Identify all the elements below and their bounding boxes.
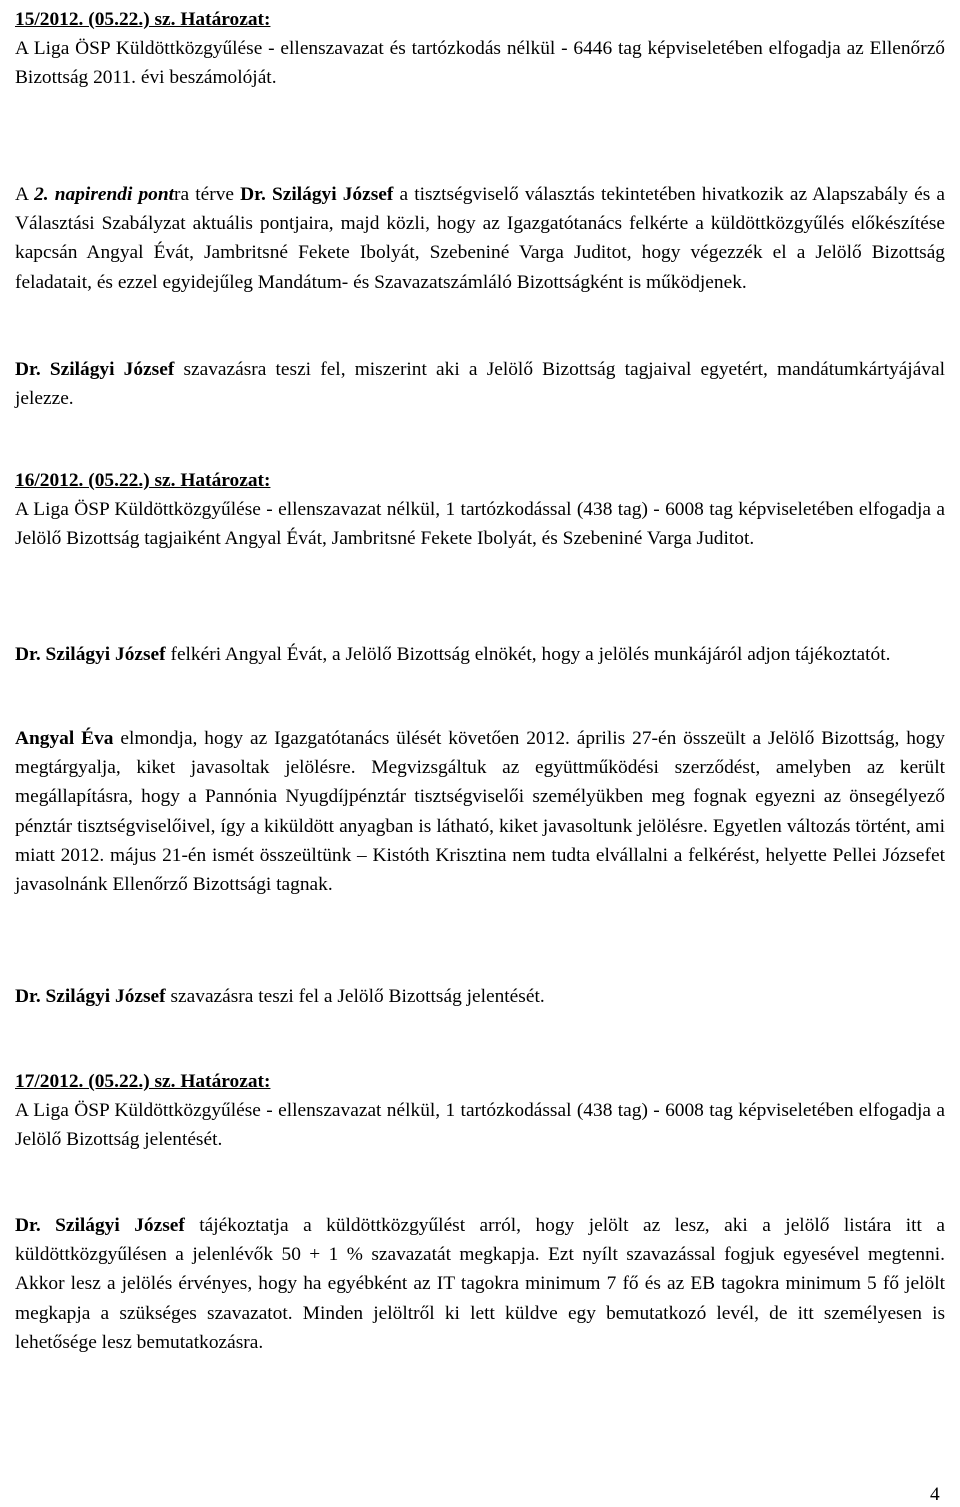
agenda-paragraph [15,180,945,297]
info-paragraph [15,1211,945,1357]
agenda-suffix: ra térve [174,184,234,205]
agenda-prefix: A [15,184,28,205]
speaker-name-angyal: Angyal Éva [15,728,114,749]
paragraph-text: felkéri Angyal Évát, a Jelölő Bizottság elnökét, hogy a jelölés munkájáról adjon tájékoztatót. [170,644,891,665]
page-number: 4 [930,1484,940,1505]
agenda-item: 2. napirendi pont [34,184,175,205]
speaker-name: Dr. Szilágyi József [15,986,166,1007]
paragraph-text: tájékoztatja a küldöttközgyűlést arról, hogy jelölt az lesz, aki a jelölő listára itt a küldöttközgyűlésen a jelenlévők 50 + 1 % szavazatát megkapja. Ezt nyílt szavazással fogjuk egyesével megtenni. Akkor lesz a jelölés érvényes, hogy ha egyébként az IT tagokra minimum 7 fő és az EB tagokra minimum 5 fő jelölt megkapja a szükséges szavazatot. Minden jelöltről ki lett küldve egy bemutatkozó levél, de itt személyesen is lehetősége lesz bemutatkozásra. [15,1215,945,1353]
paragraph-text: elmondja, hogy az Igazgatótanács ülését követően 2012. április 27-én összeült a Jelölő Bizottság, hogy megtárgyalja, kiket javasoltak jelölésre. Megvizsgáltuk az együttműködési szerződést, amelyben az került megállapításra, hogy a Pannónia Nyugdíjpénztár tisztségviselői személyükben meg fognak egyezni az önsegélyező pénztár tisztségviselőivel, így a kiküldött anyagban is látható, kiket javasoltunk jelölésre. Egyetlen változás történt, ami miatt 2012. május 21-én ismét összeültünk – Kistóth Krisztina nem tudta elvállalni a felkérést, helyette Pellei Józsefet javasolnánk Ellenőrző Bizottsági tagnak. [15,728,945,896]
request-paragraph [15,640,945,669]
resolution-17-heading: 17/2012. (05.22.) sz. Határozat: [15,1071,271,1092]
resolution-17-text: A Liga ÖSP Küldöttközgyűlése - ellenszavazat nélkül, 1 tartózkodással (438 tag) - 6008 tag képviseletében elfogadja a Jelölő Bizottság jelentését. [15,1100,945,1151]
resolution-16-heading: 16/2012. (05.22.) sz. Határozat: [15,470,271,491]
speaker-name: Dr. Szilágyi József [15,1215,185,1236]
vote-report-paragraph [15,982,945,1011]
speaker-name: Dr. Szilágyi József [15,359,175,380]
paragraph-text: szavazásra teszi fel, miszerint aki a Jelölő Bizottság tagjaival egyetért, mandátumkártyájával jelezze. [15,359,945,410]
paragraph-text: a tisztségviselő választás tekintetében hivatkozik az Alapszabály és a Választási Szabályzat aktuális pontjaira, majd közli, hogy az Igazgatótanács felkérte a küldöttközgyűlés előkészítése kapcsán Angyal Évát, Jambritsné Fekete Ibolyát, Szebeniné Varga Juditot, hogy végezzék el a Jelölő Bizottság feladatait, és ezzel egyidejűleg Mandátum- és Szavazatszámláló Bizottságként is működjenek. [15,184,945,293]
vote-call-paragraph [15,355,945,413]
resolution-15-heading: 15/2012. (05.22.) sz. Határozat: [15,9,271,30]
resolution-16-text: A Liga ÖSP Küldöttközgyűlése - ellenszavazat nélkül, 1 tartózkodással (438 tag) - 6008 tag képviseletében elfogadja a Jelölő Bizottság tagjaiként Angyal Évát, Jambritsné Fekete Ibolyát, és Szebeniné Varga Juditot. [15,499,945,550]
report-paragraph [15,724,945,899]
resolution-15-text: A Liga ÖSP Küldöttközgyűlése - ellenszavazat és tartózkodás nélkül - 6446 tag képviseletében elfogadja az Ellenőrző Bizottság 2011. évi beszámolóját. [15,38,945,89]
speaker-name: Dr. Szilágyi József [15,644,166,665]
speaker-name: Dr. Szilágyi József [240,184,394,205]
paragraph-text: szavazásra teszi fel a Jelölő Bizottság jelentését. [170,986,545,1007]
